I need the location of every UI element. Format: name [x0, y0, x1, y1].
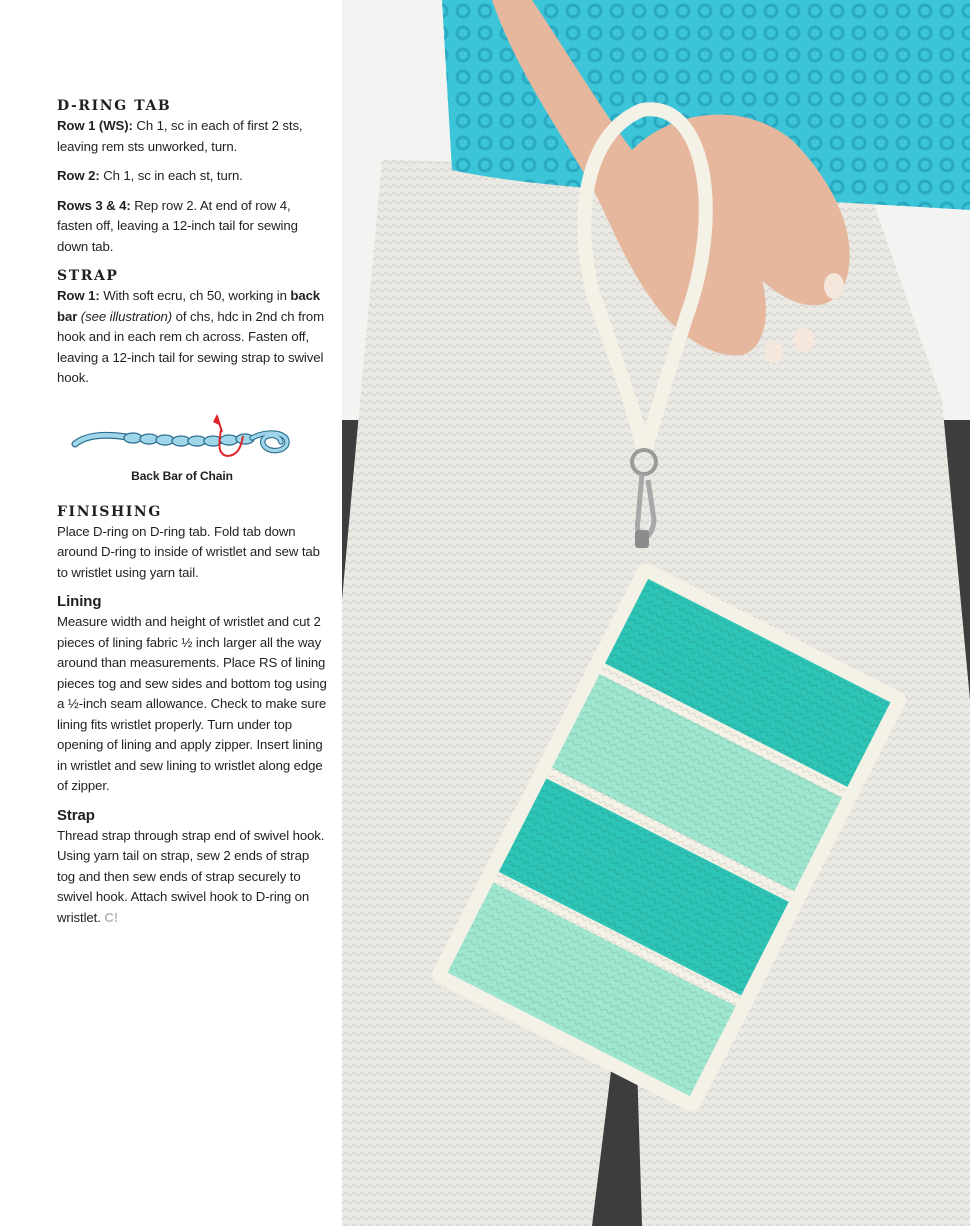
strap-finish-heading: Strap	[57, 806, 95, 824]
dring-row1-text: Ch 1, sc in each of first 2 sts, leaving rem sts unworked, turn.	[57, 118, 303, 154]
strap-finish-paragraph	[57, 826, 329, 929]
instructions-column	[57, 96, 329, 937]
strap-heading: STRAP	[57, 268, 119, 284]
dring-row2	[57, 166, 329, 187]
lining-heading: Lining	[57, 593, 102, 610]
dring-row2-label: Row 2:	[57, 168, 100, 183]
product-photo	[342, 0, 970, 1226]
illustration-caption: Back Bar of Chain	[131, 468, 233, 483]
dring-rows34-text: Rep row 2. At end of row 4, fasten off, leaving a 12-inch tail for sewing down tab.	[57, 197, 298, 254]
dring-row2-text: Ch 1, sc in each st, turn.	[99, 168, 243, 183]
dring-rows34-label: Rows 3 & 4:	[57, 197, 131, 213]
strap-finish-text: Thread strap through strap end of swivel hook. Using yarn tail on strap, sew 2 ends of strap tog and then sew ends of strap securely to swivel hook. Attach swivel hook to D-ring on wristlet.	[57, 827, 325, 925]
finishing-text: Place D-ring on D-ring tab. Fold tab down around D-ring to inside of wristlet and sew tab to wristlet using yarn tail.	[57, 523, 320, 580]
lining-text: Measure width and height of wristlet and cut 2 pieces of lining fabric ½ inch larger all the way around than measurements. Place RS of lining pieces tog and sew sides and bottom tog using a ½-inch seam allowance. Check to make sure lining fits wristlet properly. Turn under top opening of lining and apply zipper. Insert lining in wristlet and sew lining to wristlet along edge of zipper.	[57, 614, 327, 793]
chain-stitch-icon	[67, 404, 297, 464]
strap-row1-text-b: of chs, hdc in 2nd ch from hook and in each rem ch across. Fasten off, leaving a 12-inch tail for sewing strap to swivel hook.	[57, 308, 325, 385]
see-illustration-note: (see illustration)	[77, 308, 173, 324]
dring-row1-label: Row 1 (WS):	[57, 118, 133, 133]
strap-row1	[57, 286, 329, 389]
strap-row1-text-a: With soft ecru, ch 50, working in	[99, 288, 291, 303]
wristlet-photo-illustration	[342, 0, 970, 1226]
back-bar-term: back bar	[57, 288, 321, 324]
end-mark-logo: C!	[104, 909, 119, 925]
dring-tab-heading: D-RING TAB	[57, 98, 172, 114]
strap-row1-label: Row 1:	[57, 288, 100, 303]
back-bar-illustration	[57, 398, 329, 494]
dring-row1	[57, 116, 329, 157]
dring-rows34	[57, 196, 329, 258]
finishing-heading: FINISHING	[57, 503, 162, 520]
